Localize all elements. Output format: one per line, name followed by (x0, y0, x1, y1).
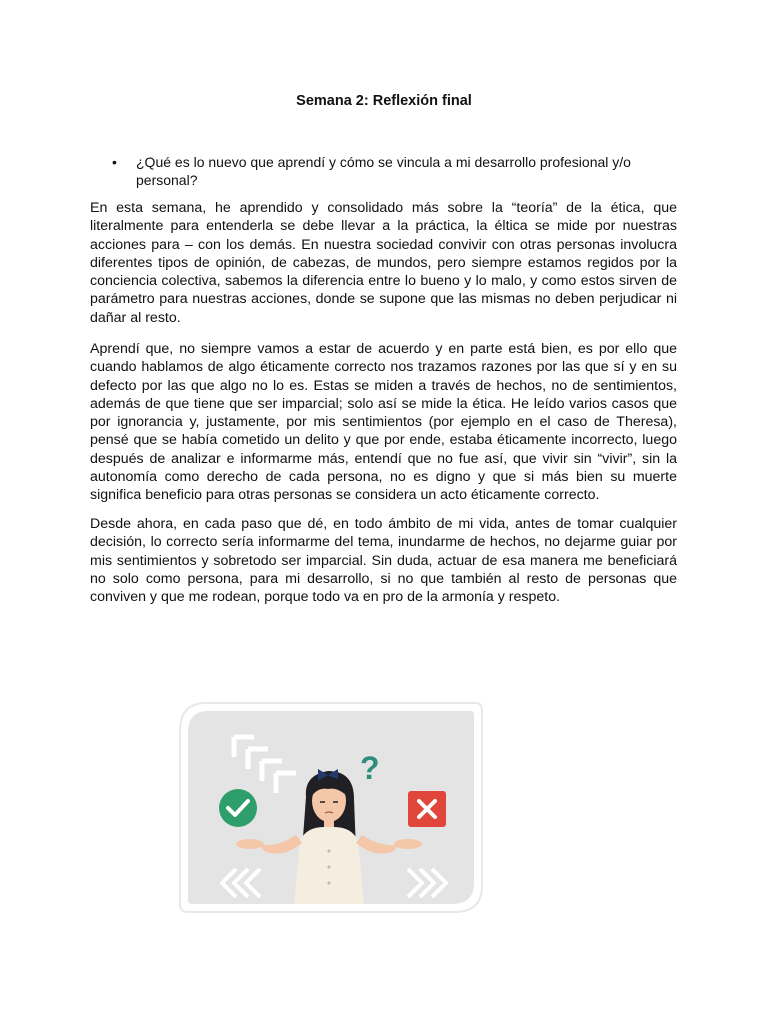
document-title: Semana 2: Reflexión final (296, 93, 472, 109)
check-circle-icon (219, 789, 257, 827)
paragraph-2: Aprendí que, no siempre vamos a estar de acuerdo y en parte está bien, es por ello que cuando hablamos de algo éticamente correcto nos trazamos razones por las que sí y en su defecto por las que algo no lo es. Estas se miden a través de hechos, no de sentimientos, además de que tiene que ser imparcial; solo así se mide la ética. He leído varios casos que por ignorancia y, justamente, por mis sentimientos (por ejemplo en el caso de Theresa), pensé que se había cometido un delito y que por ende, estaba éticamente incorrecto, luego después de analizar e informarme más, entendí que no fue así, que vivir sin “vivir”, sin la autonomía como derecho de cada persona, no es digno y que si más bien su muerte significa beneficio para otras personas se considera un acto éticamente correcto. (90, 341, 677, 504)
paragraph-1: En esta semana, he aprendido y consolidado más sobre la “teoría” de la ética, que literalmente para entenderla se debe llevar a la práctica, la éltica se mide por nuestras acciones para – con los demás. En nuestra sociedad convivir con otras personas involucra diferentes tipos de opinión, de cabezas, de mundos, pero siempre estamos regidos por la conciencia colectiva, sabemos la diferencia entre lo bueno y lo malo, y como estos sirven de parámetro para nuestras acciones, donde se supone que las mismas no deben perjudicar ni dañar al resto. (90, 200, 677, 326)
ethics-illustration (178, 701, 484, 914)
bullet-question (112, 153, 672, 189)
paragraph-3: Desde ahora, en cada paso que dé, en todo ámbito de mi vida, antes de tomar cualquier decisión, lo correcto sería informarme del tema, inundarme de hechos, no dejarme guiar por mis sentimientos y sobretodo ser imparcial. Sin duda, actuar de esa manera me beneficiará no solo como persona, para mi desarrollo, si no que también al resto de personas que conviven y que me rodean, porque todo va en pro de la armonía y respeto. (90, 516, 677, 606)
question-mark-icon: ? (360, 750, 380, 786)
bullet-text: ¿Qué es lo nuevo que aprendí y cómo se vincula a mi desarrollo profesional y/o personal? (136, 154, 631, 188)
x-square-icon (408, 791, 446, 827)
bullet-dot: • (112, 154, 117, 170)
